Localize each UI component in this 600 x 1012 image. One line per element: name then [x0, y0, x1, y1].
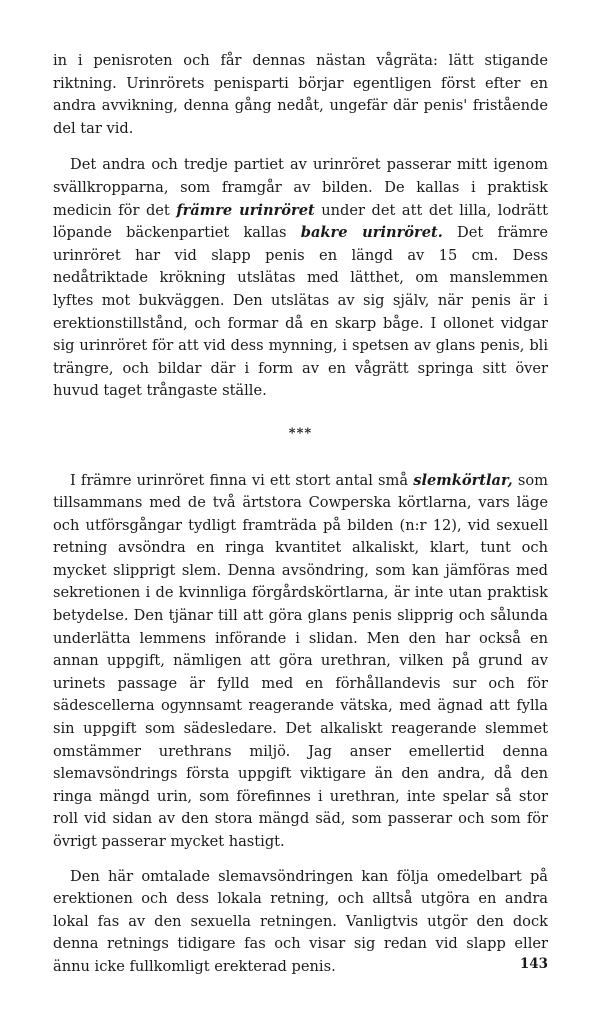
- italic-term: slemkörtlar,: [413, 471, 513, 489]
- text-run: in i penisroten och får dennas nästan vågräta: lätt stigande riktning. Urinrörets penisparti börjar egentligen först efter en andra avvikning, denna gång nedåt, ungefär där penis' fristående del tar vid.: [53, 52, 548, 137]
- paragraph-secretion-phase: [53, 866, 548, 979]
- text-run: Det främre urinröret har vid slapp penis en längd av 15 cm. Dess nedåtriktade krökning utslätas med lätthet, om manslemmen lyftes mot bukväggen. Den utslätas av sig själv, när penis är i erektionstillstånd, och formar då en skarp båge. I ollonet vidgar sig urinröret för att vid dess mynning, i spetsen av glans penis, bli trängre, och bildar där i form av en vågrätt springa sitt över huvud taget trångaste ställe.: [53, 224, 548, 400]
- page-body: [53, 50, 548, 979]
- text-run: Det andra och tredje partiet av urinröret passerar mitt igenom svällkropparna, som framgår av bilden. De kallas i praktisk medicin för det: [53, 156, 548, 219]
- paragraph-mucous-glands: [53, 470, 548, 854]
- text-run: Den här omtalade slemavsöndringen kan följa omedelbart på erektionen och dess lokala retning, och alltså utgöra en andra lokal fas av den sexuella retningen. Vanligtvis utgör den dock denna retnings tidigare fas och visar sig redan vid slapp eller ännu icke fullkomligt erekterad penis.: [53, 867, 548, 975]
- paragraph-continuation: [53, 50, 548, 140]
- section-separator: ***: [288, 425, 313, 441]
- text-run: I främre urinröret finna vi ett stort antal små: [70, 471, 414, 489]
- text-run: som tillsammans med de två ärtstora Cowperska körtlarna, vars läge och utförsgångar tydligt framträda på bilden (n:r 12), vid sexuell retning avsöndra en ringa kvantitet alkaliskt, klart, tunt och mycket slipprigt slem. Denna avsöndring, som kan jämföras med sekretionen i de kvinnliga förgårdskörtlarna, är inte utan praktisk betydelse. Den tjänar till att göra glans penis slipprig och sålunda underlätta lemmens införande i slidan. Men den har också en annan uppgift, nämligen att göra urethran, vilken på grund av urinets passage är fylld med en förhållandevis sur och för sädescellerna ogynnsamt reagerande vätska, med ägnad att fylla sin uppgift som sädesledare. Det alkaliskt reagerande slemmet omstämmer urethrans miljö. Jag anser emellertid denna slemavsöndrings första uppgift viktigare än den andra, då den ringa mängd urin, som förefinnes i urethran, inte spelar så stor roll vid sidan av den stora mängd säd, som passerar och som för övrigt passerar mycket hastigt.: [53, 471, 548, 850]
- italic-term: främre urinröret: [176, 201, 315, 219]
- page-number: 143: [519, 956, 548, 972]
- text-run: under det att det lilla, lodrätt löpande bäckenpartiet kallas: [53, 201, 548, 242]
- paragraph-urethra-parts: [53, 154, 548, 403]
- italic-term: bakre urinröret.: [300, 224, 443, 242]
